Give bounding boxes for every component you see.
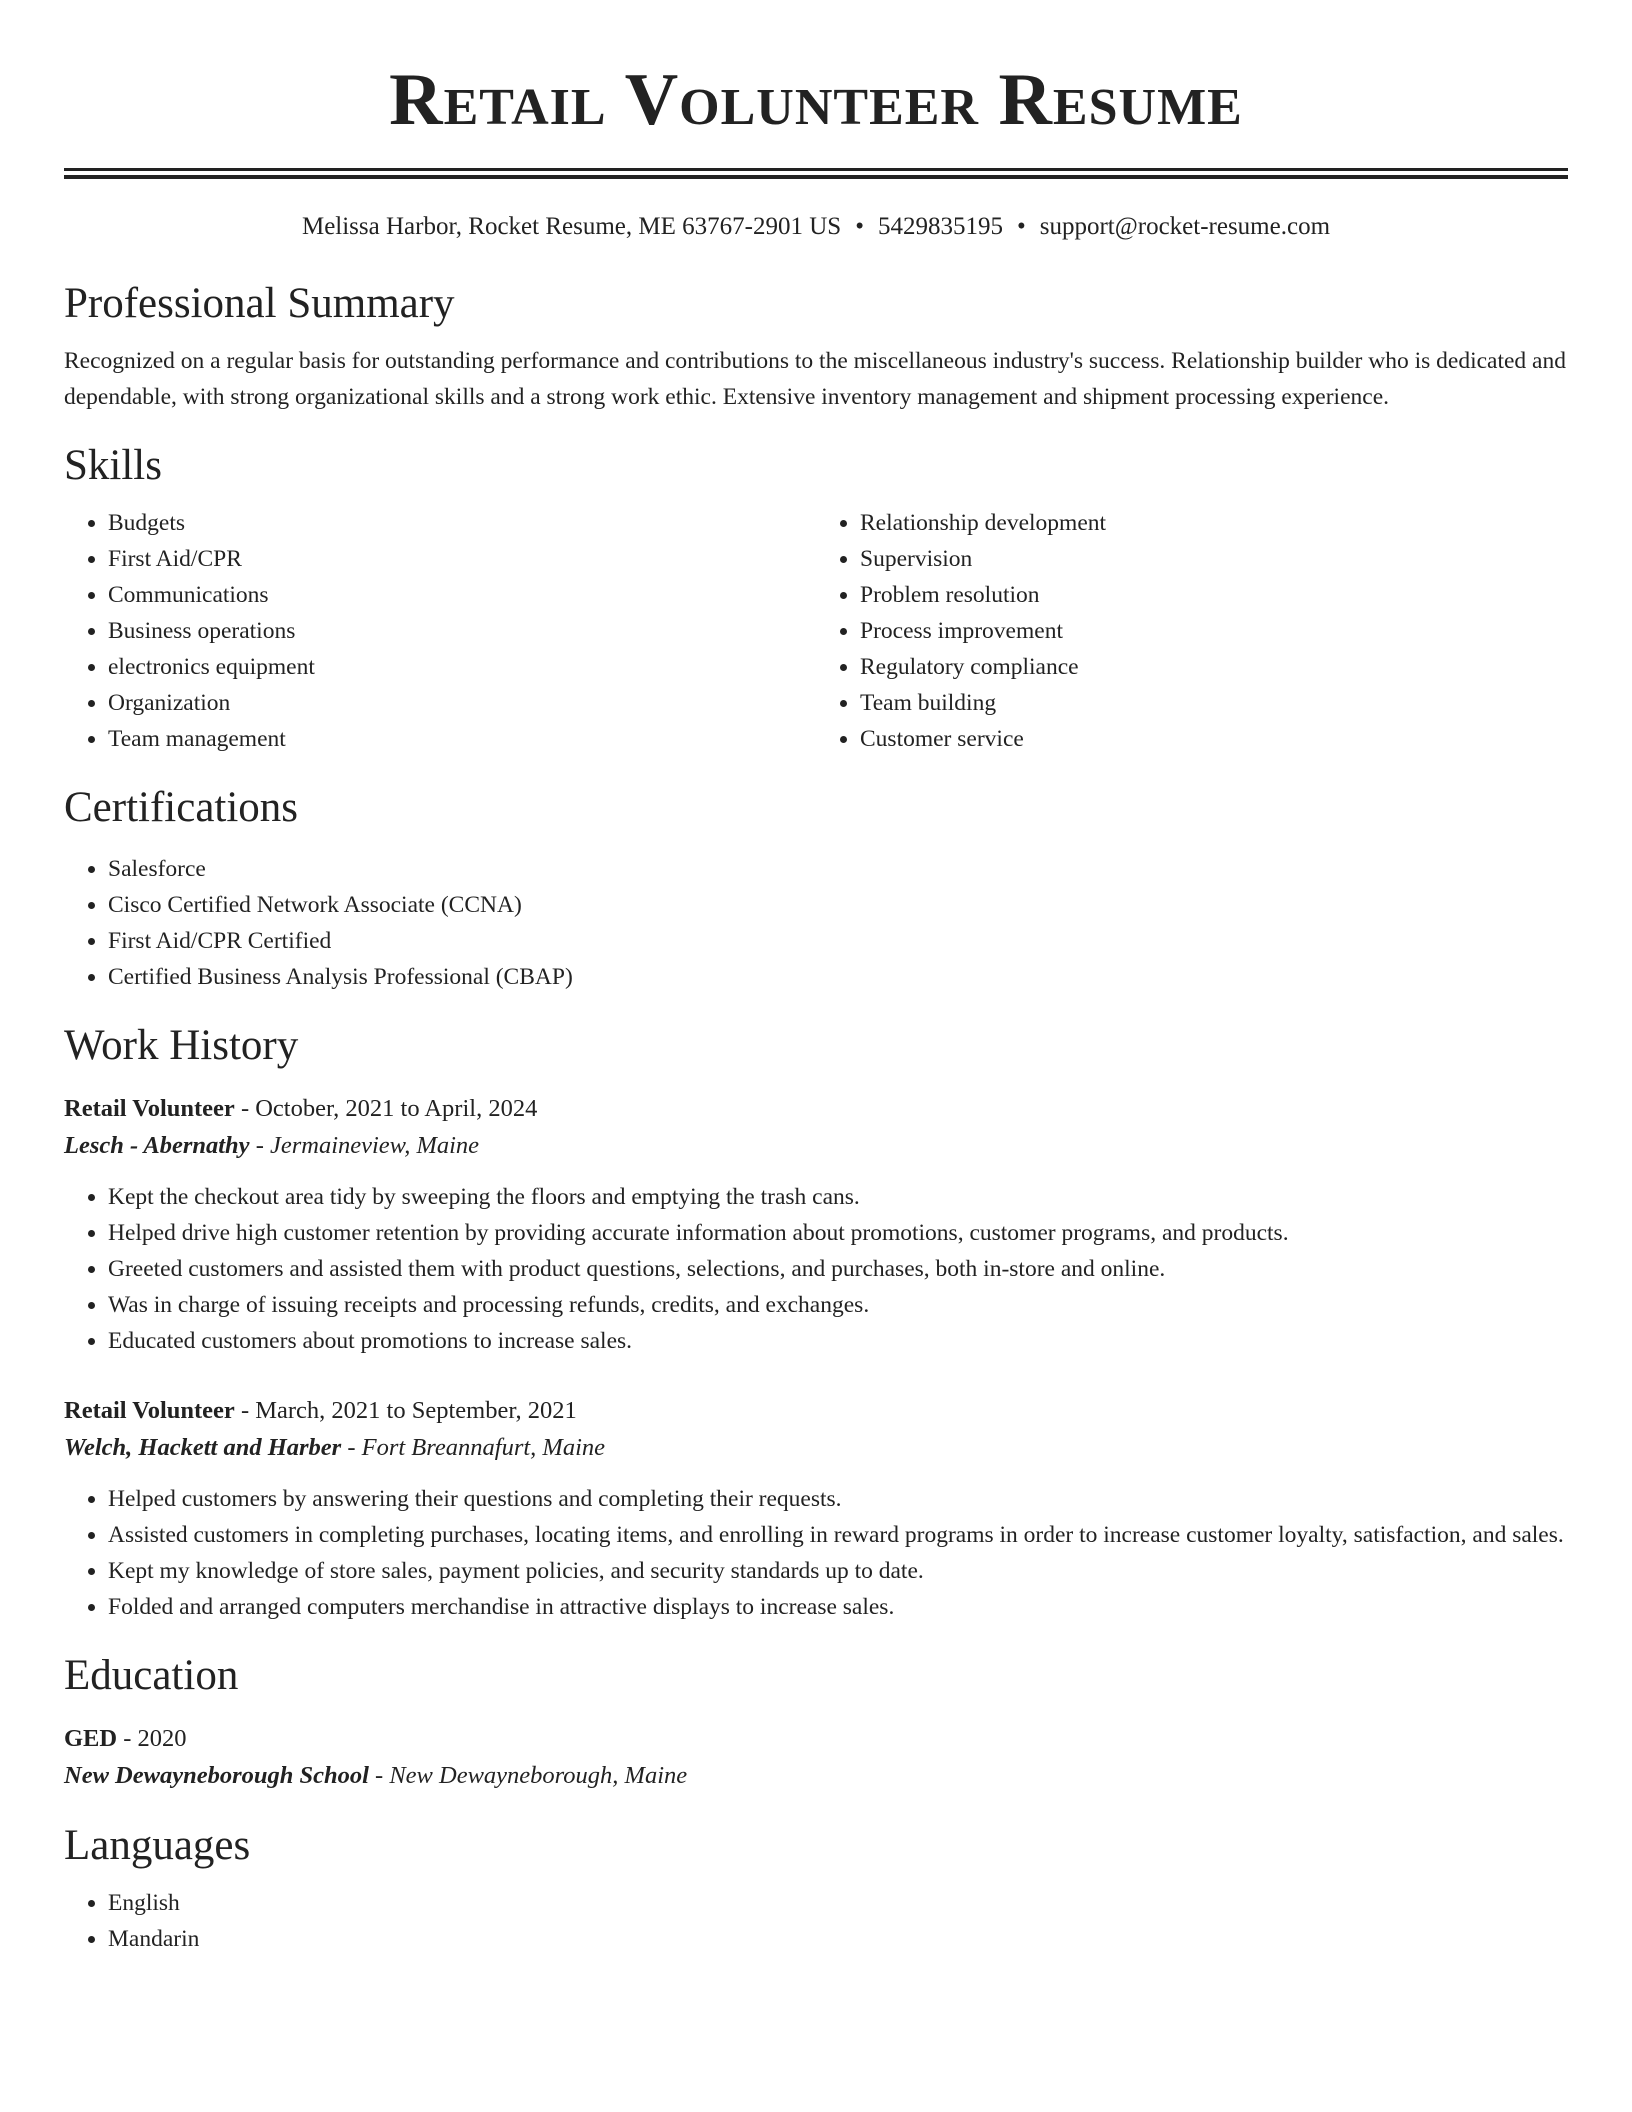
resume-title: Retail Volunteer Resume [389,59,1243,141]
job-duty: • Folded and arranged computers merchandise in attractive displays to increase sales. [108,1589,1568,1625]
contact-separator: • [1016,213,1026,240]
skill-item: • Communications [108,577,816,613]
education-school: New Dewayneborough School [64,1762,369,1789]
job-dates: - October, 2021 to April, 2024 [234,1095,538,1122]
skill-item: • First Aid/CPR [108,541,816,577]
skill-item: • Budgets [108,505,816,541]
contact-separator: • [855,213,864,240]
title-divider [64,168,1568,179]
job-company: Welch, Hackett and Harber [64,1434,342,1461]
languages-list [64,1885,1568,1957]
job-duty: • Educated customers about promotions to increase sales. [108,1323,1568,1359]
certification-item: • Certified Business Analysis Professional (CBAP) [108,959,1568,995]
skill-item: • electronics equipment [108,649,816,685]
skill-item: • Problem resolution [860,577,1568,613]
job-duty: • Greeted customers and assisted them with product questions, selections, and purchases, both in-store and online. [108,1251,1568,1287]
job-entry [64,1393,1568,1625]
contact-address: Melissa Harbor, Rocket Resume, ME 63767-2901 US [301,213,842,240]
skill-item: • Customer service [860,721,1568,757]
contact-email: support@rocket-resume.com [1039,213,1331,240]
job-title: Retail Volunteer [64,1397,235,1424]
job-location: - Fort Breannafurt, Maine [341,1434,605,1461]
skill-item: • Relationship development [860,505,1568,541]
job-company-line [64,1127,1568,1165]
skill-item: • Business operations [108,613,816,649]
skill-item: • Team management [108,721,816,757]
language-item: • English [108,1885,1568,1921]
skills-columns [64,505,1568,757]
job-duty: • Assisted customers in completing purchases, locating items, and enrolling in reward programs in order to increase customer loyalty, satisfaction, and sales. [108,1517,1568,1553]
skill-item: • Process improvement [860,613,1568,649]
job-duty: • Was in charge of issuing receipts and processing refunds, credits, and exchanges. [108,1287,1568,1323]
job-duties-list [64,1481,1568,1625]
education-year: - 2020 [117,1725,187,1752]
contact-line [64,211,1568,243]
skill-item: • Organization [108,685,816,721]
skill-item: • Regulatory compliance [860,649,1568,685]
certification-item: • First Aid/CPR Certified [108,923,1568,959]
job-company: Lesch - Abernathy [64,1132,250,1159]
certifications-heading: Certifications [64,784,299,831]
languages-heading: Languages [64,1822,251,1869]
work-history-heading: Work History [64,1022,299,1069]
language-item: • Mandarin [108,1921,1568,1957]
job-duty: • Kept the checkout area tidy by sweeping the floors and emptying the trash cans. [108,1179,1568,1215]
job-title-line [64,1091,1568,1127]
job-title: Retail Volunteer [64,1095,235,1122]
skills-list-left [64,505,816,757]
certification-item: • Salesforce [108,851,1568,887]
certifications-list [64,851,1568,995]
job-company-line [64,1429,1568,1467]
job-dates: - March, 2021 to September, 2021 [234,1397,577,1424]
job-duty: • Helped drive high customer retention by providing accurate information about promotions, customer programs, and products. [108,1215,1568,1251]
education-location: - New Dewayneborough, Maine [368,1762,688,1789]
job-duties-list [64,1179,1568,1359]
education-school-line [64,1757,1568,1795]
skills-list-right [816,505,1568,757]
skill-item: • Supervision [860,541,1568,577]
summary-heading: Professional Summary [64,280,455,327]
job-duty: • Helped customers by answering their questions and completing their requests. [108,1481,1568,1517]
education-degree-line [64,1721,1568,1757]
job-duty: • Kept my knowledge of store sales, payment policies, and security standards up to date. [108,1553,1568,1589]
education-degree: GED [64,1725,118,1752]
skills-heading: Skills [64,442,162,489]
skill-item: • Team building [860,685,1568,721]
job-location: - Jermaineview, Maine [249,1132,480,1159]
summary-text: Recognized on a regular basis for outstanding performance and contributions to the miscellaneous industry's success. Relationship builder who is dedicated and dependable, with strong organizational skills and a strong work ethic. Extensive inventory management and shipment processing experience. [64,348,1566,410]
certification-item: • Cisco Certified Network Associate (CCNA) [108,887,1568,923]
job-entry [64,1091,1568,1359]
job-title-line [64,1393,1568,1429]
education-heading: Education [64,1652,239,1699]
contact-phone: 5429835195 [877,213,1003,240]
